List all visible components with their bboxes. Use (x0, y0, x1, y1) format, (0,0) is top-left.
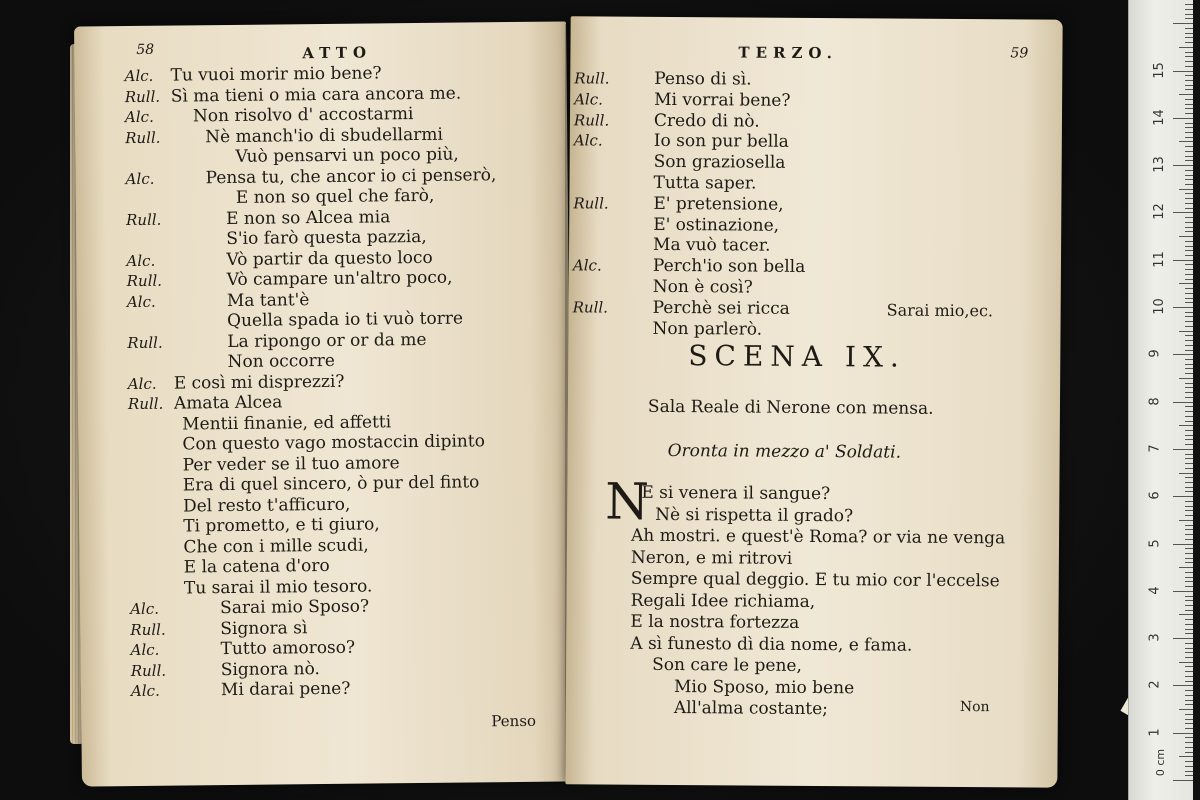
ruler-tick (1185, 312, 1193, 313)
verse-line: A sì funesto dì dia nome, e fama. (630, 633, 913, 656)
ruler-tick (1185, 175, 1193, 176)
ruler-tick (1185, 179, 1193, 180)
speaker-label: Alc. (574, 90, 603, 109)
ruler-tick (1185, 648, 1193, 649)
ruler-tick (1185, 123, 1193, 124)
open-book (68, 14, 1068, 786)
right-page (565, 16, 1062, 787)
ruler-tick (1185, 558, 1193, 559)
ruler-number: 6 (1147, 491, 1163, 500)
ruler-tick (1185, 771, 1193, 772)
ruler-tick (1185, 737, 1193, 738)
catchword-left: Penso (491, 711, 537, 731)
stage-direction: Oronta in mezzo a' Soldati. (667, 440, 902, 463)
speaker-label: Rull. (573, 110, 610, 130)
ruler-tick (1185, 66, 1193, 67)
ruler-number: 1 (1147, 728, 1163, 737)
ruler-tick (1185, 562, 1193, 563)
ruler-tick (1185, 246, 1193, 247)
verse-line: Sempre qual deggio. E tu mio cor l'eccelse (630, 568, 1000, 592)
speaker-label: Alc. (125, 169, 155, 188)
ruler-tick (1185, 605, 1193, 606)
ruler-tick (1185, 534, 1193, 535)
dialogue-line: Sì ma tieni o mia cara ancora me. (170, 83, 462, 107)
ruler-tick (1185, 596, 1193, 597)
ruler-tick (1185, 104, 1193, 105)
ruler-tick (1185, 666, 1193, 667)
ruler-tick (1179, 614, 1193, 615)
ruler-tick (1185, 316, 1193, 317)
ruler-tick (1179, 94, 1193, 95)
ruler-tick (1185, 250, 1193, 251)
speaker-label: Rull. (574, 69, 610, 88)
ruler-tick (1185, 690, 1193, 691)
ruler-number: 11 (1151, 250, 1167, 268)
verse-line: Neron, e mi ritrovi (630, 547, 793, 569)
dialogue-line: E la catena d'oro (183, 555, 330, 578)
speaker-label: Alc. (130, 640, 160, 660)
dialogue-line: Mi vorrai bene? (654, 89, 791, 111)
dialogue-line: E così mi disprezzi? (173, 371, 345, 394)
ruler-number: 10 (1151, 298, 1167, 315)
ruler-tick (1185, 506, 1193, 507)
ruler-tick (1185, 184, 1193, 185)
ruler-tick (1185, 681, 1193, 682)
dialogue-line: Non è così? (652, 276, 753, 298)
ruler-tick (1185, 491, 1193, 492)
ruler-tick (1185, 704, 1193, 705)
ruler-tick (1173, 307, 1193, 308)
ruler-tick (1185, 42, 1193, 43)
ruler-tick (1185, 127, 1193, 128)
ruler-tick (1185, 9, 1193, 10)
ruler-tick (1179, 567, 1193, 568)
ruler-tick (1185, 487, 1193, 488)
ruler-tick (1185, 18, 1193, 19)
ruler-tick (1173, 733, 1193, 734)
ruler-tick (1185, 397, 1193, 398)
ruler-tick (1185, 222, 1193, 223)
ruler-tick (1185, 340, 1193, 341)
page-number-right: 59 (1010, 45, 1029, 62)
ruler-tick (1185, 752, 1193, 753)
ruler-tick (1185, 600, 1193, 601)
scene-setting: Sala Reale di Nerone con mensa. (647, 396, 934, 419)
dialogue-line: Tutto amoroso? (220, 637, 356, 660)
ruler-tick (1179, 662, 1193, 663)
dialogue-line: S'io farò questa pazzia, (226, 226, 427, 250)
ruler-tick (1179, 331, 1193, 332)
left-page (74, 21, 574, 786)
ruler-tick (1185, 619, 1193, 620)
ruler-tick (1173, 212, 1193, 213)
dialogue-line: Per veder se il tuo amore (182, 452, 400, 475)
ruler-tick (1185, 629, 1193, 630)
ruler-tick (1185, 274, 1193, 275)
dialogue-line: Non risolvo d' accostarmi (192, 104, 414, 127)
ruler-tick (1185, 714, 1193, 715)
dialogue-line: Ma tant'è (226, 289, 310, 311)
ruler-tick (1185, 501, 1193, 502)
ruler-tick (1179, 236, 1193, 237)
ruler-number: 7 (1147, 444, 1163, 453)
ruler-tick (1173, 591, 1193, 592)
dialogue-line: Con questo vago mostaccin dipinto (182, 431, 485, 455)
dialogue-line: Era di quel sincero, ò pur del finto (182, 472, 480, 496)
ruler-number: 14 (1151, 109, 1167, 126)
dialogue-line: Perch'io son bella (652, 256, 806, 278)
ruler-tick (1185, 364, 1193, 365)
running-head-right: TERZO. (738, 43, 838, 63)
ruler-tick (1185, 515, 1193, 516)
dialogue-line: Mi darai pene? (220, 678, 351, 701)
speaker-label: Rull. (125, 128, 161, 147)
ruler-tick (1185, 695, 1193, 696)
ruler-tick (1185, 529, 1193, 530)
ruler-number: 8 (1147, 396, 1163, 406)
ruler-tick (1185, 510, 1193, 511)
ruler-tick (1185, 203, 1193, 204)
ruler-tick (1185, 463, 1193, 464)
ruler-tick (1185, 553, 1193, 554)
ruler-tick (1179, 709, 1193, 710)
dialogue-line: Credo di nò. (653, 110, 760, 132)
ruler-tick (1185, 444, 1193, 445)
ruler-tick (1179, 425, 1193, 426)
dialogue-line: Signora sì (220, 617, 308, 639)
dialogue-line: Quella spada io ti vuò torre (227, 308, 464, 332)
ruler-tick (1185, 160, 1193, 161)
ruler-tick (1185, 298, 1193, 299)
ruler-tick (1185, 279, 1193, 280)
ruler-number: 9 (1147, 349, 1163, 358)
ruler-tick (1173, 402, 1193, 403)
ruler-tick (1185, 208, 1193, 209)
ruler-tick (1185, 406, 1193, 407)
ruler-tick (1185, 146, 1193, 147)
measuring-ruler (1128, 0, 1193, 800)
ruler-tick (1185, 108, 1193, 109)
ruler-tick (1173, 685, 1193, 686)
ruler-tick (1173, 23, 1193, 24)
dialogue-line: Non occorre (227, 350, 335, 373)
speaker-label: Alc. (124, 107, 154, 127)
speaker-label: Alc. (572, 256, 602, 275)
ruler-tick (1185, 458, 1193, 459)
ruler-tick (1185, 368, 1193, 369)
scene-title: SCENA IX. (688, 339, 906, 374)
ruler-tick (1173, 449, 1193, 450)
dialogue-line: E non so quel che farò, (235, 185, 435, 208)
ruler-tick (1185, 747, 1193, 748)
ruler-tick (1185, 416, 1193, 417)
speaker-label: Rull. (124, 87, 161, 106)
dialogue-line: Tutta saper. (653, 172, 757, 194)
speaker-label: Alc. (127, 374, 157, 393)
dialogue-line: Sarai mio Sposo? (220, 596, 370, 619)
ruler-tick (1185, 75, 1193, 76)
speaker-label: Rull. (130, 661, 167, 680)
ruler-tick (1185, 723, 1193, 724)
ruler-tick (1173, 638, 1193, 639)
ruler-tick (1185, 586, 1193, 587)
ruler-tick (1179, 756, 1193, 757)
ruler-tick (1185, 345, 1193, 346)
speaker-label: Alc. (126, 251, 156, 270)
ruler-tick (1185, 624, 1193, 625)
ruler-number: 4 (1147, 586, 1163, 595)
ruler-tick (1185, 700, 1193, 701)
verse-line: Regali Idee richiama, (630, 590, 816, 612)
ruler-number: 2 (1147, 680, 1163, 690)
dialogue-line: Vò campare un'altro poco, (226, 267, 453, 291)
ruler-tick (1185, 156, 1193, 157)
ruler-tick (1185, 439, 1193, 440)
ruler-tick (1179, 47, 1193, 48)
ruler-tick (1185, 430, 1193, 431)
ruler-tick (1185, 454, 1193, 455)
ruler-tick (1173, 165, 1193, 166)
ruler-tick (1185, 231, 1193, 232)
ruler-tick (1185, 170, 1193, 171)
verse-line: All'alma costante; (673, 698, 829, 720)
ruler-tick (1185, 657, 1193, 658)
dialogue-line: Mentii finanie, ed affetti (182, 411, 392, 434)
dialogue-line: Pensa tu, che ancor io ci penserò, (205, 164, 497, 188)
ruler-tick (1185, 227, 1193, 228)
dialogue-line: E' pretensione, (653, 193, 784, 215)
ruler-tick (1185, 633, 1193, 634)
verse-line: E la nostra fortezza (630, 611, 800, 633)
ruler-tick (1185, 137, 1193, 138)
ruler-tick (1179, 141, 1193, 142)
ruler-tick (1185, 671, 1193, 672)
dialogue-line: Non parlerò. (652, 318, 763, 340)
ruler-tick (1185, 766, 1193, 767)
aside-note: Sarai mio,ec. (886, 300, 994, 321)
ruler-number: 15 (1151, 61, 1167, 79)
ruler-tick (1173, 260, 1193, 261)
ruler-tick (1185, 61, 1193, 62)
dialogue-line: Ti prometto, e ti giuro, (183, 514, 380, 537)
ruler-tick (1185, 676, 1193, 677)
ruler-tick (1185, 217, 1193, 218)
ruler-tick (1185, 198, 1193, 199)
ruler-tick (1185, 255, 1193, 256)
ruler-tick (1185, 728, 1193, 729)
ruler-tick (1185, 775, 1193, 776)
verse-line: Ah mostri. e quest'è Roma? or via ne venga (630, 525, 1006, 549)
dialogue-line: Penso di sì. (654, 68, 752, 90)
speaker-label: Alc. (130, 599, 160, 619)
dialogue-line: Tu vuoi morir mio bene? (170, 63, 382, 86)
ruler-tick (1185, 89, 1193, 90)
ruler-tick (1185, 548, 1193, 549)
ruler-tick (1179, 520, 1193, 521)
dialogue-line: Vuò pensarvi un poco più, (235, 144, 459, 167)
ruler-tick (1185, 392, 1193, 393)
ruler-tick (1185, 52, 1193, 53)
ruler-tick (1185, 482, 1193, 483)
page-number-left: 58 (136, 41, 155, 58)
ruler-tick (1185, 193, 1193, 194)
running-head-left: ATTO (302, 43, 373, 63)
ruler-tick (1185, 132, 1193, 133)
ruler-tick (1185, 37, 1193, 38)
ruler-tick (1185, 28, 1193, 29)
ruler-tick (1185, 4, 1193, 5)
ruler-tick (1185, 539, 1193, 540)
ruler-tick (1185, 421, 1193, 422)
speaker-label: Alc. (130, 681, 160, 701)
ruler-tick (1185, 288, 1193, 289)
ruler-tick (1173, 496, 1193, 497)
ruler-tick (1185, 359, 1193, 360)
ruler-tick (1179, 189, 1193, 190)
dialogue-line: E non so Alcea mia (225, 206, 391, 229)
ruler-tick (1179, 378, 1193, 379)
ruler-tick (1173, 118, 1193, 119)
ruler-tick (1185, 572, 1193, 573)
speaker-label: Rull. (130, 620, 166, 639)
ruler-tick (1185, 99, 1193, 100)
dialogue-line: La ripongo or or da me (227, 329, 427, 352)
ruler-tick (1185, 435, 1193, 436)
ruler-number: 5 (1147, 538, 1163, 548)
dialogue-line: Io son pur bella (653, 131, 789, 153)
speaker-label: Alc. (124, 66, 154, 86)
speaker-label: Rull. (127, 394, 164, 414)
ruler-tick (1185, 387, 1193, 388)
ruler-number: 3 (1147, 633, 1163, 642)
speaker-label: Rull. (127, 333, 163, 352)
verse-line: Nè si rispetta il grado? (655, 504, 854, 526)
ruler-tick (1185, 581, 1193, 582)
ruler-number: 13 (1151, 156, 1167, 173)
ruler-tick (1185, 80, 1193, 81)
dialogue-line: E' ostinazione, (653, 214, 780, 236)
verse-line: Son care le pene, (652, 654, 802, 676)
dialogue-line: Ma vuò tacer. (653, 235, 771, 257)
ruler-tick (1185, 85, 1193, 86)
ruler-tick (1185, 373, 1193, 374)
dialogue-line: Son graziosella (653, 152, 786, 173)
speaker-label: Alc. (573, 131, 603, 150)
ruler-tick (1185, 264, 1193, 265)
ruler-tick (1185, 610, 1193, 611)
ruler-tick (1185, 326, 1193, 327)
ruler-tick (1173, 780, 1193, 781)
speaker-label: Alc. (126, 292, 156, 311)
dialogue-line: Perchè sei ricca (652, 297, 790, 319)
verse-line: Mio Sposo, mio bene (673, 676, 855, 698)
speaker-label: Rull. (573, 194, 609, 213)
ruler-tick (1185, 719, 1193, 720)
ruler-tick (1179, 473, 1193, 474)
dialogue-line: Tu sarai il mio tesoro. (183, 576, 373, 598)
dialogue-line: Amata Alcea (173, 392, 283, 414)
ruler-tick (1185, 577, 1193, 578)
dialogue-line: Vò partir da questo loco (226, 247, 433, 270)
ruler-tick (1185, 477, 1193, 478)
ruler-tick (1185, 468, 1193, 469)
ruler-unit-label: 0 cm (1154, 748, 1168, 777)
ruler-tick (1185, 14, 1193, 15)
ruler-tick (1185, 56, 1193, 57)
ruler-tick (1185, 113, 1193, 114)
ruler-tick (1185, 33, 1193, 34)
speaker-label: Rull. (126, 271, 163, 291)
ruler-tick (1185, 761, 1193, 762)
ruler-tick (1185, 321, 1193, 322)
ruler-tick (1173, 354, 1193, 355)
ruler-tick (1185, 335, 1193, 336)
dialogue-line: Signora nò. (220, 658, 320, 680)
drop-cap: N (605, 472, 650, 531)
ruler-tick (1185, 350, 1193, 351)
ruler-number: 12 (1151, 203, 1167, 221)
ruler-tick (1185, 151, 1193, 152)
speaker-label: Rull. (125, 210, 162, 229)
ruler-tick (1185, 525, 1193, 526)
ruler-tick (1185, 383, 1193, 384)
ruler-tick (1185, 293, 1193, 294)
catchword-right: Non (959, 699, 990, 716)
dialogue-line: Nè manch'io di sbudellarmi (205, 124, 443, 147)
dialogue-line: Del resto t'afficuro, (182, 494, 351, 516)
dialogue-line: Che con i mille scudi, (183, 535, 369, 557)
ruler-tick (1185, 269, 1193, 270)
speaker-label: Rull. (572, 298, 609, 317)
ruler-tick (1185, 302, 1193, 303)
ruler-tick (1185, 742, 1193, 743)
verse-line: E si venera il sangue? (641, 482, 831, 505)
ruler-tick (1179, 283, 1193, 284)
ruler-tick (1185, 652, 1193, 653)
ruler-tick (1173, 71, 1193, 72)
ruler-tick (1185, 411, 1193, 412)
ruler-tick (1185, 241, 1193, 242)
ruler-tick (1173, 544, 1193, 545)
ruler-tick (1185, 643, 1193, 644)
